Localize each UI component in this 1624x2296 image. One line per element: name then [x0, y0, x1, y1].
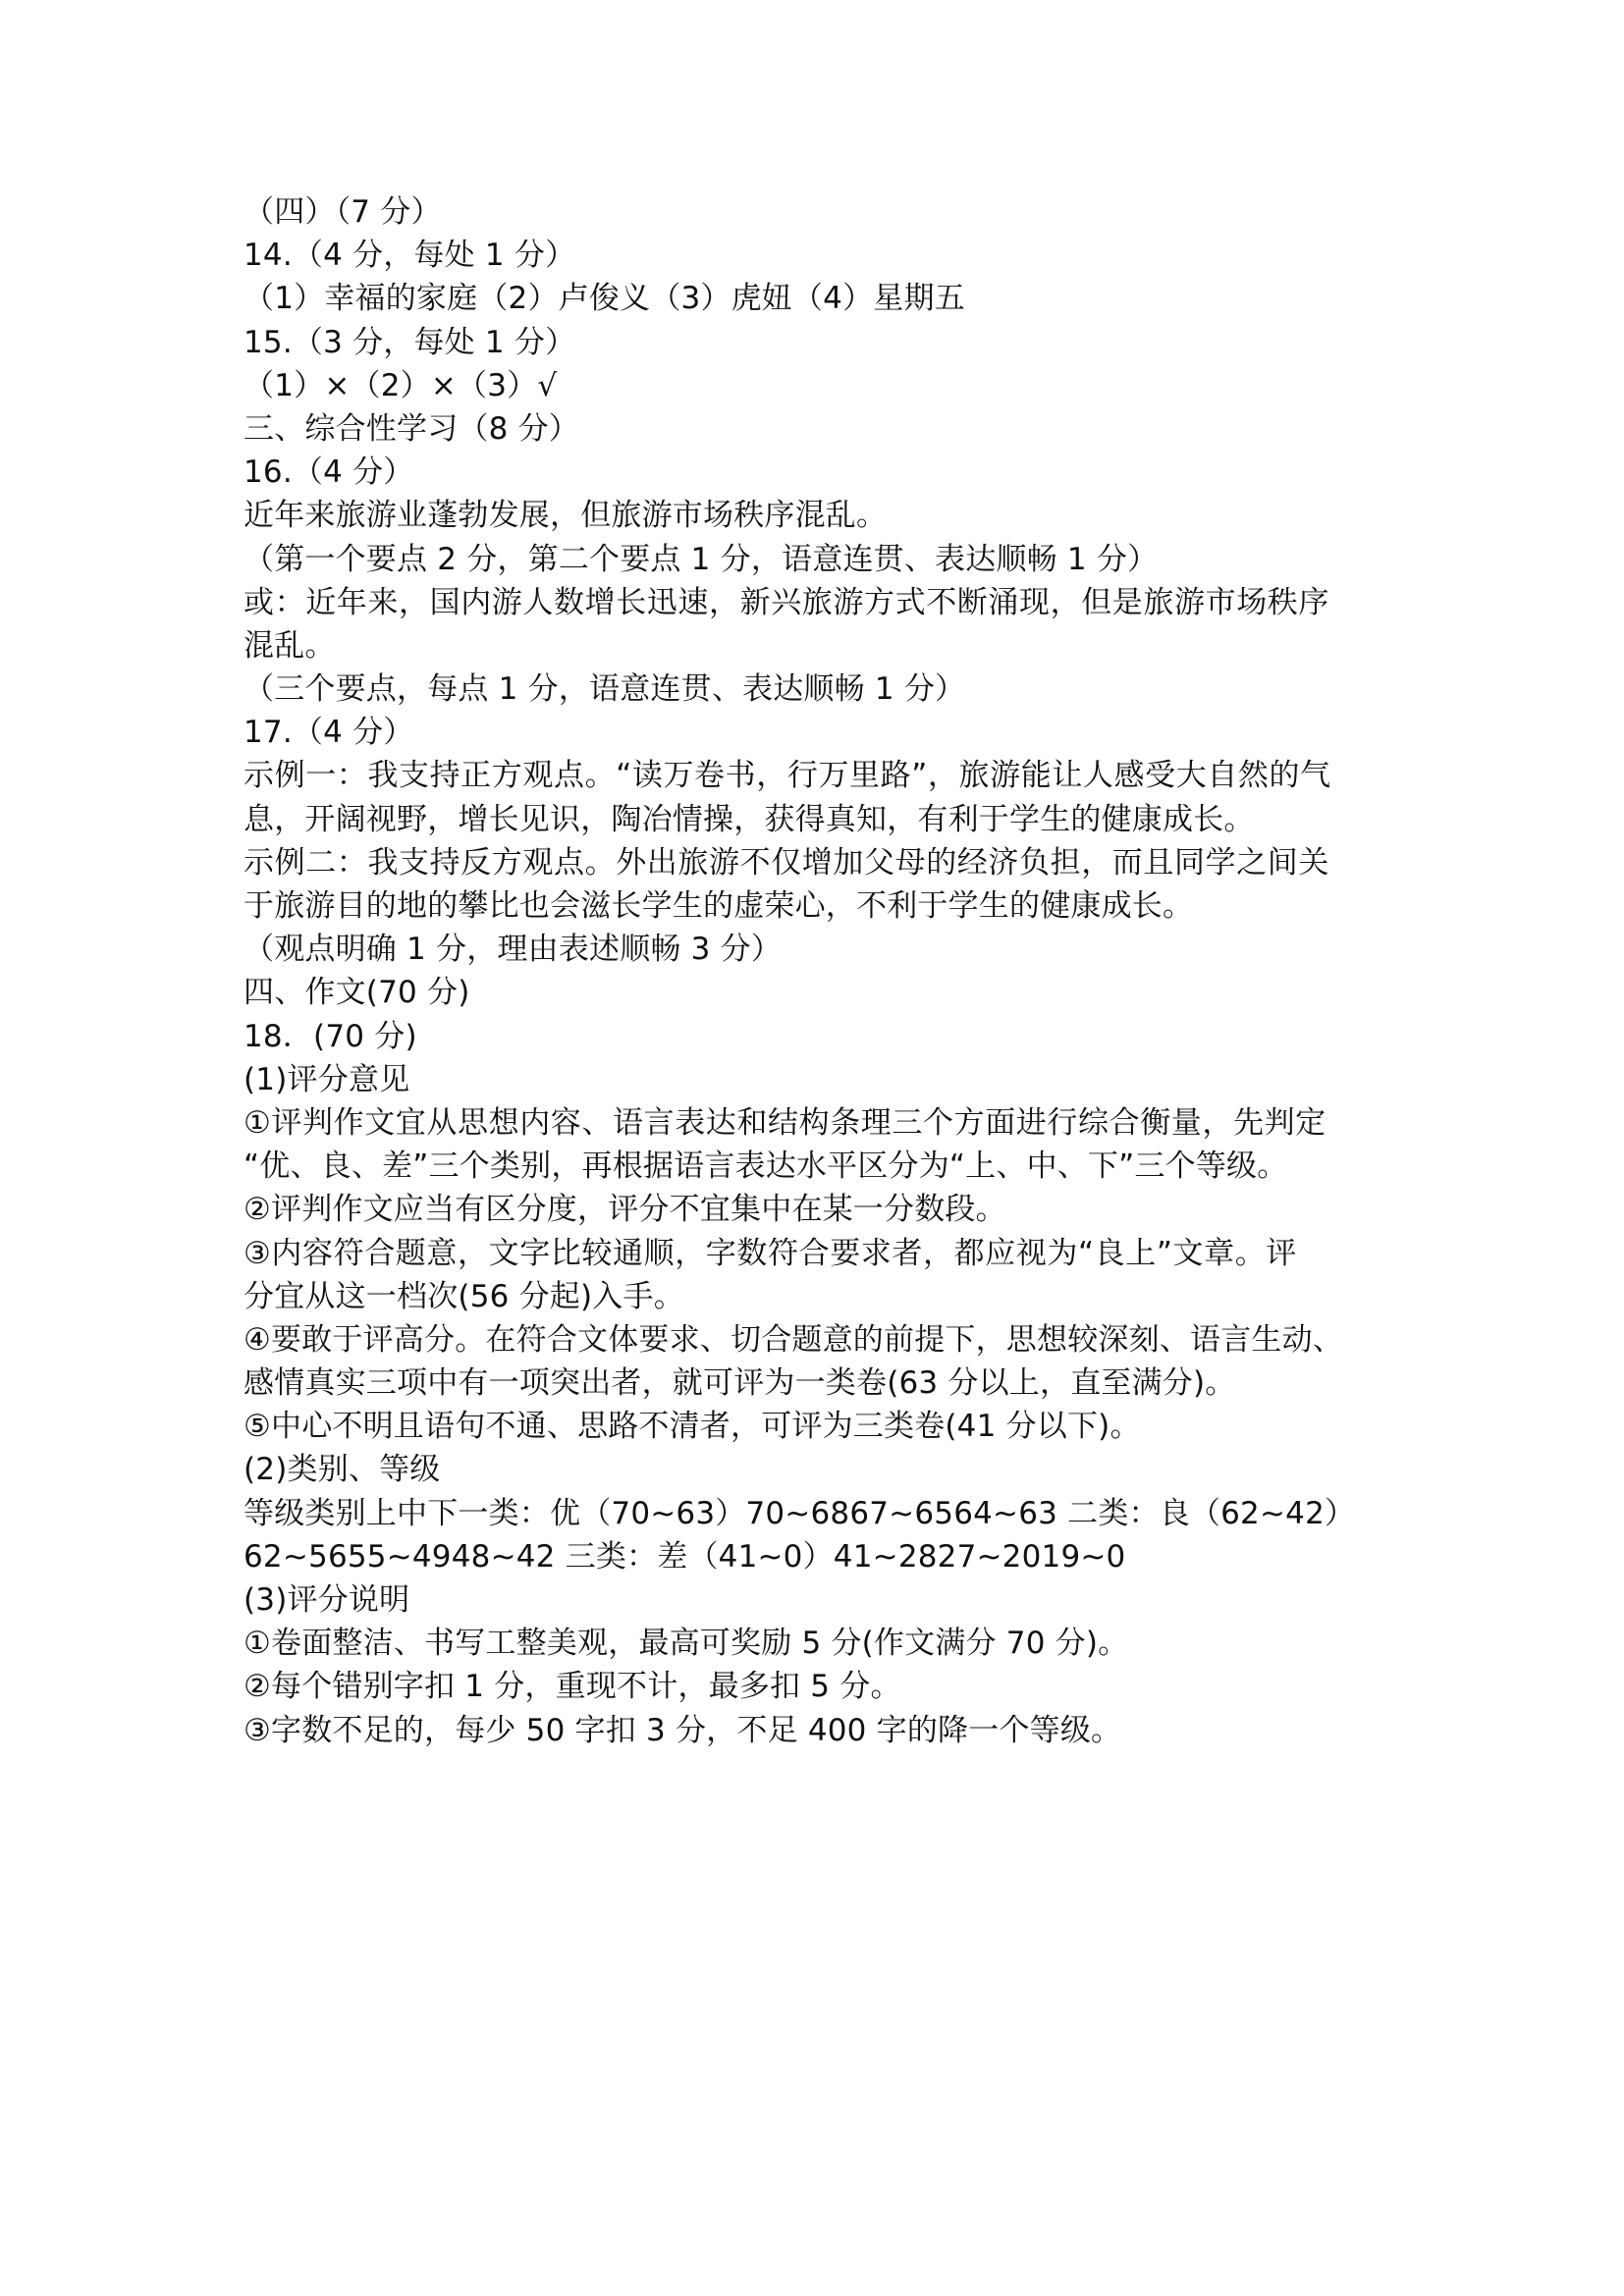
text-line: 等级类别上中下一类：优（70~63）70~6867~6564~63 二类：良（62~42）: [244, 1495, 1356, 1531]
text-line: ①评判作文宜从思想内容、语言表达和结构条理三个方面进行综合衡量，先判定: [244, 1104, 1326, 1141]
text-line: 17.（4 分）: [244, 715, 414, 751]
section-heading: 三、综合性学习（8 分）: [244, 410, 579, 447]
text-line: 示例二：我支持反方观点。外出旅游不仅增加父母的经济负担，而且同学之间关: [244, 844, 1329, 881]
text-line: （1）幸福的家庭（2）卢俊义（3）虎妞（4）星期五: [244, 281, 965, 317]
text-line: 感情真实三项中有一项突出者，就可评为一类卷(63 分以上，直至满分)。: [244, 1365, 1236, 1402]
text-line: 分宜从这一档次(56 分起)入手。: [244, 1278, 684, 1314]
text-line: ④要敢于评高分。在符合文体要求、切合题意的前提下，思想较深刻、语言生动、: [244, 1321, 1343, 1358]
text-line: （观点明确 1 分，理由表述顺畅 3 分）: [244, 932, 783, 968]
section-heading: 四、作文(70 分): [244, 975, 470, 1011]
text-line: 近年来旅游业蓬勃发展，但旅游市场秩序混乱。: [244, 498, 888, 534]
text-line: ①卷面整洁、书写工整美观，最高可奖励 5 分(作文满分 70 分)。: [244, 1626, 1129, 1662]
text-line: （三个要点，每点 1 分，语意连贯、表达顺畅 1 分）: [244, 671, 966, 708]
text-line: 18．(70 分): [244, 1018, 417, 1054]
text-line: （四）（7 分）: [244, 194, 442, 230]
text-line: （1）×（2）×（3）√: [244, 367, 558, 403]
text-line: ③内容符合题意，文字比较通顺，字数符合要求者，都应视为“良上”文章。评: [244, 1235, 1297, 1271]
text-line: 62~5655~4948~42 三类：差（41~0）41~2827~2019~0: [244, 1538, 1126, 1575]
text-line: “优、良、差”三个类别，再根据语言表达水平区分为“上、中、下”三个等级。: [244, 1148, 1288, 1185]
text-line: ②每个错别字扣 1 分，重现不计，最多扣 5 分。: [244, 1669, 901, 1705]
text-line: (3)评分说明: [244, 1582, 410, 1618]
text-line: ⑤中心不明且语句不通、思路不清者，可评为三类卷(41 分以下)。: [244, 1409, 1141, 1445]
text-line: ②评判作文应当有区分度，评分不宜集中在某一分数段。: [244, 1192, 1006, 1228]
text-line: (1)评分意见: [244, 1061, 410, 1097]
text-line: ③字数不足的，每少 50 字扣 3 分，不足 400 字的降一个等级。: [244, 1712, 1122, 1748]
text-line: 16.（4 分）: [244, 454, 414, 491]
document-page: [244, 190, 1392, 1752]
text-line: 15.（3 分，每处 1 分）: [244, 324, 576, 360]
text-line: (2)类别、等级: [244, 1452, 441, 1488]
text-line: 14.（4 分，每处 1 分）: [244, 238, 576, 274]
text-line: 或：近年来，国内游人数增长迅速，新兴旅游方式不断涌现，但是旅游市场秩序: [244, 584, 1329, 620]
text-line: 示例一：我支持正方观点。“读万卷书，行万里路”，旅游能让人感受大自然的气: [244, 758, 1331, 794]
text-line: 息，开阔视野，增长见识，陶冶情操，获得真知，有利于学生的健康成长。: [244, 801, 1255, 837]
text-line: （第一个要点 2 分，第二个要点 1 分，语意连贯、表达顺畅 1 分）: [244, 541, 1159, 577]
text-line: 混乱。: [244, 627, 336, 664]
text-line: 于旅游目的地的攀比也会滋长学生的虚荣心，不利于学生的健康成长。: [244, 888, 1194, 924]
